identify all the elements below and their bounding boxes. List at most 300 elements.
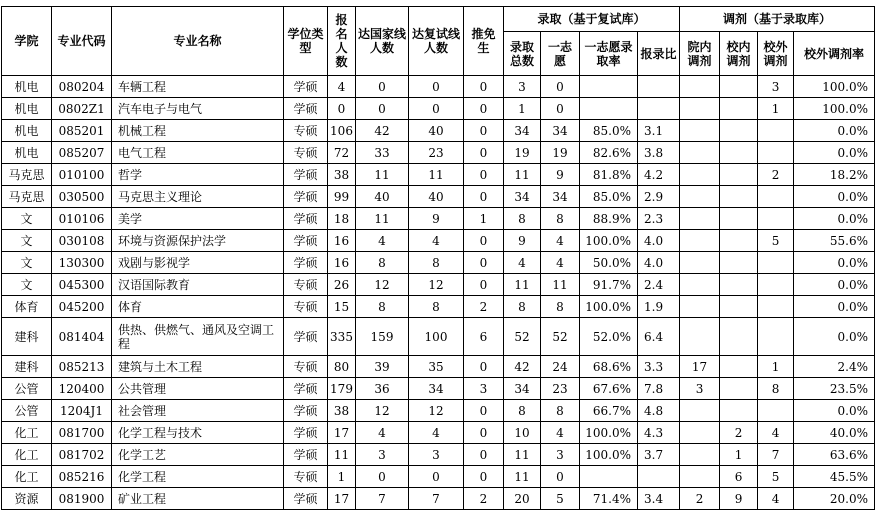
code-cell: 081702 (52, 444, 112, 466)
table-row (2, 208, 875, 230)
external-cell (758, 120, 794, 142)
first-choice-rate-cell: 85.0% (580, 186, 638, 208)
table-body (2, 76, 875, 510)
admitted-total-cell: 11 (504, 274, 541, 296)
retest-line-cell: 35 (409, 356, 464, 378)
national-line-cell: 40 (356, 186, 409, 208)
first-choice-rate-cell: 81.8% (580, 164, 638, 186)
first-choice-cell: 11 (541, 274, 580, 296)
admitted-total-cell: 3 (504, 76, 541, 98)
recommended-cell: 0 (464, 400, 504, 422)
college-cell: 公管 (2, 400, 52, 422)
admitted-total-cell: 11 (504, 164, 541, 186)
national-line-cell: 36 (356, 378, 409, 400)
first-choice-rate-cell: 50.0% (580, 252, 638, 274)
applicants-cell: 16 (328, 252, 356, 274)
intra-college-cell (680, 274, 720, 296)
national-line-cell: 0 (356, 98, 409, 120)
first-choice-rate-cell: 71.4% (580, 488, 638, 510)
code-cell: 080204 (52, 76, 112, 98)
code-cell: 085216 (52, 466, 112, 488)
applicants-cell: 80 (328, 356, 356, 378)
intra-college-cell (680, 186, 720, 208)
first-choice-cell: 0 (541, 466, 580, 488)
intra-school-cell: 6 (720, 466, 758, 488)
degree-cell: 专硕 (284, 274, 328, 296)
first-choice-cell: 52 (541, 318, 580, 356)
ratio-cell: 4.0 (638, 252, 680, 274)
retest-line-cell: 12 (409, 400, 464, 422)
external-rate-cell: 18.2% (794, 164, 875, 186)
code-cell: 030108 (52, 230, 112, 252)
degree-cell: 学硕 (284, 186, 328, 208)
first-choice-rate-cell (580, 76, 638, 98)
applicants-cell: 38 (328, 400, 356, 422)
major-cell: 公共管理 (112, 378, 284, 400)
intra-school-cell (720, 318, 758, 356)
major-cell: 车辆工程 (112, 76, 284, 98)
external-rate-cell: 40.0% (794, 422, 875, 444)
table-row (2, 378, 875, 400)
external-rate-cell: 0.0% (794, 142, 875, 164)
first-choice-rate-cell: 68.6% (580, 356, 638, 378)
first-choice-cell: 4 (541, 252, 580, 274)
national-line-cell: 0 (356, 76, 409, 98)
first-choice-cell: 19 (541, 142, 580, 164)
retest-line-cell: 3 (409, 444, 464, 466)
ratio-cell (638, 98, 680, 120)
code-cell: 085213 (52, 356, 112, 378)
intra-college-cell (680, 422, 720, 444)
external-rate-cell: 0.0% (794, 186, 875, 208)
intra-college-cell (680, 120, 720, 142)
applicants-cell: 17 (328, 422, 356, 444)
degree-cell: 学硕 (284, 252, 328, 274)
major-cell: 汽车电子与电气 (112, 98, 284, 120)
intra-college-cell (680, 208, 720, 230)
retest-line-cell: 7 (409, 488, 464, 510)
intra-college-cell: 2 (680, 488, 720, 510)
table-row (2, 356, 875, 378)
first-choice-cell: 0 (541, 98, 580, 120)
degree-cell: 专硕 (284, 296, 328, 318)
external-cell: 4 (758, 422, 794, 444)
table-row (2, 76, 875, 98)
degree-cell: 专硕 (284, 356, 328, 378)
recommended-cell: 0 (464, 98, 504, 120)
header-ratio: 报录比 (638, 32, 680, 76)
intra-school-cell (720, 142, 758, 164)
first-choice-rate-cell: 52.0% (580, 318, 638, 356)
external-rate-cell: 23.5% (794, 378, 875, 400)
external-cell (758, 296, 794, 318)
header-degree: 学位类型 (284, 7, 328, 76)
college-cell: 建科 (2, 356, 52, 378)
degree-cell: 学硕 (284, 76, 328, 98)
major-cell: 化学工程 (112, 466, 284, 488)
external-rate-cell: 45.5% (794, 466, 875, 488)
first-choice-cell: 3 (541, 444, 580, 466)
recommended-cell: 0 (464, 186, 504, 208)
major-cell: 马克思主义理论 (112, 186, 284, 208)
degree-cell: 学硕 (284, 164, 328, 186)
intra-school-cell: 9 (720, 488, 758, 510)
retest-line-cell: 4 (409, 230, 464, 252)
code-cell: 030500 (52, 186, 112, 208)
header-intra-school: 校内调剂 (720, 32, 758, 76)
ratio-cell: 3.8 (638, 142, 680, 164)
degree-cell: 专硕 (284, 466, 328, 488)
degree-cell: 学硕 (284, 488, 328, 510)
national-line-cell: 4 (356, 422, 409, 444)
ratio-cell (638, 76, 680, 98)
header-intra-college: 院内调剂 (680, 32, 720, 76)
intra-school-cell (720, 378, 758, 400)
code-cell: 045300 (52, 274, 112, 296)
code-cell: 130300 (52, 252, 112, 274)
code-cell: 085207 (52, 142, 112, 164)
code-cell: 1204J1 (52, 400, 112, 422)
national-line-cell: 11 (356, 208, 409, 230)
first-choice-rate-cell: 67.6% (580, 378, 638, 400)
ratio-cell: 4.0 (638, 230, 680, 252)
external-rate-cell: 100.0% (794, 76, 875, 98)
code-cell: 081404 (52, 318, 112, 356)
external-cell (758, 186, 794, 208)
admitted-total-cell: 42 (504, 356, 541, 378)
first-choice-rate-cell: 100.0% (580, 422, 638, 444)
recommended-cell: 0 (464, 444, 504, 466)
first-choice-cell: 34 (541, 186, 580, 208)
header-major: 专业名称 (112, 7, 284, 76)
intra-school-cell (720, 186, 758, 208)
national-line-cell: 11 (356, 164, 409, 186)
college-cell: 建科 (2, 318, 52, 356)
admitted-total-cell: 34 (504, 120, 541, 142)
ratio-cell: 3.4 (638, 488, 680, 510)
intra-college-cell (680, 76, 720, 98)
college-cell: 化工 (2, 422, 52, 444)
table-row (2, 444, 875, 466)
external-rate-cell: 0.0% (794, 318, 875, 356)
intra-college-cell (680, 400, 720, 422)
applicants-cell: 17 (328, 488, 356, 510)
national-line-cell: 0 (356, 466, 409, 488)
external-cell (758, 274, 794, 296)
college-cell: 公管 (2, 378, 52, 400)
national-line-cell: 8 (356, 252, 409, 274)
intra-college-cell (680, 98, 720, 120)
degree-cell: 学硕 (284, 318, 328, 356)
header-adjust-group: 调剂（基于录取库） (680, 7, 875, 32)
external-cell (758, 208, 794, 230)
first-choice-rate-cell (580, 98, 638, 120)
applicants-cell: 4 (328, 76, 356, 98)
major-cell: 矿业工程 (112, 488, 284, 510)
external-rate-cell: 55.6% (794, 230, 875, 252)
retest-line-cell: 34 (409, 378, 464, 400)
admitted-total-cell: 8 (504, 400, 541, 422)
national-line-cell: 12 (356, 274, 409, 296)
header-recommended: 推免生 (464, 7, 504, 76)
intra-college-cell (680, 230, 720, 252)
first-choice-cell: 23 (541, 378, 580, 400)
table-row (2, 252, 875, 274)
first-choice-rate-cell: 82.6% (580, 142, 638, 164)
recommended-cell: 0 (464, 274, 504, 296)
first-choice-rate-cell: 100.0% (580, 444, 638, 466)
external-cell: 5 (758, 466, 794, 488)
table-header (2, 7, 875, 76)
degree-cell: 学硕 (284, 422, 328, 444)
intra-school-cell: 2 (720, 422, 758, 444)
intra-college-cell (680, 444, 720, 466)
national-line-cell: 42 (356, 120, 409, 142)
recommended-cell: 2 (464, 296, 504, 318)
ratio-cell: 4.3 (638, 422, 680, 444)
external-cell (758, 252, 794, 274)
ratio-cell: 1.9 (638, 296, 680, 318)
intra-school-cell (720, 274, 758, 296)
major-cell: 体育 (112, 296, 284, 318)
header-code: 专业代码 (52, 7, 112, 76)
retest-line-cell: 23 (409, 142, 464, 164)
retest-line-cell: 40 (409, 120, 464, 142)
first-choice-cell: 8 (541, 208, 580, 230)
retest-line-cell: 8 (409, 296, 464, 318)
retest-line-cell: 12 (409, 274, 464, 296)
first-choice-rate-cell: 91.7% (580, 274, 638, 296)
intra-school-cell (720, 356, 758, 378)
ratio-cell: 2.3 (638, 208, 680, 230)
first-choice-cell: 34 (541, 120, 580, 142)
major-cell: 汉语国际教育 (112, 274, 284, 296)
header-applicants: 报名人数 (328, 7, 356, 76)
code-cell: 120400 (52, 378, 112, 400)
degree-cell: 学硕 (284, 208, 328, 230)
external-cell: 2 (758, 164, 794, 186)
table-row (2, 142, 875, 164)
first-choice-rate-cell (580, 466, 638, 488)
code-cell: 081700 (52, 422, 112, 444)
college-cell: 文 (2, 230, 52, 252)
ratio-cell: 7.8 (638, 378, 680, 400)
national-line-cell: 3 (356, 444, 409, 466)
admitted-total-cell: 8 (504, 296, 541, 318)
major-cell: 电气工程 (112, 142, 284, 164)
external-cell: 4 (758, 488, 794, 510)
recommended-cell: 0 (464, 422, 504, 444)
retest-line-cell: 9 (409, 208, 464, 230)
college-cell: 化工 (2, 444, 52, 466)
degree-cell: 学硕 (284, 400, 328, 422)
admitted-total-cell: 1 (504, 98, 541, 120)
intra-college-cell: 17 (680, 356, 720, 378)
college-cell: 体育 (2, 296, 52, 318)
first-choice-cell: 4 (541, 230, 580, 252)
recommended-cell: 0 (464, 356, 504, 378)
admitted-total-cell: 34 (504, 378, 541, 400)
external-cell (758, 400, 794, 422)
retest-line-cell: 0 (409, 466, 464, 488)
recommended-cell: 0 (464, 230, 504, 252)
major-cell: 美学 (112, 208, 284, 230)
intra-school-cell (720, 98, 758, 120)
intra-school-cell (720, 76, 758, 98)
national-line-cell: 33 (356, 142, 409, 164)
first-choice-rate-cell: 100.0% (580, 230, 638, 252)
intra-college-cell: 3 (680, 378, 720, 400)
table-row (2, 164, 875, 186)
applicants-cell: 0 (328, 98, 356, 120)
admitted-total-cell: 11 (504, 466, 541, 488)
external-rate-cell: 0.0% (794, 208, 875, 230)
college-cell: 机电 (2, 142, 52, 164)
table-row (2, 274, 875, 296)
table-row (2, 318, 875, 356)
intra-school-cell: 1 (720, 444, 758, 466)
external-cell: 1 (758, 356, 794, 378)
external-rate-cell: 2.4% (794, 356, 875, 378)
degree-cell: 专硕 (284, 120, 328, 142)
external-cell: 1 (758, 98, 794, 120)
college-cell: 资源 (2, 488, 52, 510)
first-choice-cell: 8 (541, 296, 580, 318)
national-line-cell: 39 (356, 356, 409, 378)
college-cell: 机电 (2, 76, 52, 98)
external-cell: 3 (758, 76, 794, 98)
code-cell: 081900 (52, 488, 112, 510)
national-line-cell: 12 (356, 400, 409, 422)
intra-college-cell (680, 142, 720, 164)
admitted-total-cell: 8 (504, 208, 541, 230)
table-row (2, 186, 875, 208)
applicants-cell: 1 (328, 466, 356, 488)
admitted-total-cell: 34 (504, 186, 541, 208)
intra-college-cell (680, 466, 720, 488)
external-cell: 5 (758, 230, 794, 252)
applicants-cell: 15 (328, 296, 356, 318)
college-cell: 文 (2, 274, 52, 296)
retest-line-cell: 4 (409, 422, 464, 444)
major-cell: 建筑与土木工程 (112, 356, 284, 378)
recommended-cell: 1 (464, 208, 504, 230)
applicants-cell: 26 (328, 274, 356, 296)
table-row (2, 400, 875, 422)
degree-cell: 专硕 (284, 142, 328, 164)
major-cell: 化学工艺 (112, 444, 284, 466)
external-rate-cell: 0.0% (794, 120, 875, 142)
first-choice-cell: 9 (541, 164, 580, 186)
college-cell: 机电 (2, 120, 52, 142)
header-first-choice: 一志愿 (541, 32, 580, 76)
ratio-cell: 3.1 (638, 120, 680, 142)
recommended-cell: 3 (464, 378, 504, 400)
external-cell (758, 142, 794, 164)
header-retest-line: 达复试线人数 (409, 7, 464, 76)
header-national-line: 达国家线人数 (356, 7, 409, 76)
admitted-total-cell: 19 (504, 142, 541, 164)
first-choice-rate-cell: 66.7% (580, 400, 638, 422)
intra-school-cell (720, 400, 758, 422)
retest-line-cell: 100 (409, 318, 464, 356)
intra-school-cell (720, 230, 758, 252)
first-choice-cell: 5 (541, 488, 580, 510)
external-rate-cell: 20.0% (794, 488, 875, 510)
admission-table (1, 6, 875, 510)
ratio-cell: 4.2 (638, 164, 680, 186)
code-cell: 045200 (52, 296, 112, 318)
applicants-cell: 16 (328, 230, 356, 252)
external-rate-cell: 100.0% (794, 98, 875, 120)
college-cell: 机电 (2, 98, 52, 120)
applicants-cell: 335 (328, 318, 356, 356)
recommended-cell: 6 (464, 318, 504, 356)
major-cell: 哲学 (112, 164, 284, 186)
intra-school-cell (720, 164, 758, 186)
national-line-cell: 159 (356, 318, 409, 356)
first-choice-cell: 0 (541, 76, 580, 98)
degree-cell: 学硕 (284, 98, 328, 120)
recommended-cell: 0 (464, 142, 504, 164)
recommended-cell: 0 (464, 252, 504, 274)
intra-college-cell (680, 252, 720, 274)
external-rate-cell: 0.0% (794, 400, 875, 422)
header-admission-group: 录取（基于复试库） (504, 7, 680, 32)
retest-line-cell: 40 (409, 186, 464, 208)
table-row (2, 230, 875, 252)
table-row (2, 422, 875, 444)
header-college: 学院 (2, 7, 52, 76)
first-choice-rate-cell: 85.0% (580, 120, 638, 142)
college-cell: 马克思 (2, 164, 52, 186)
degree-cell: 学硕 (284, 230, 328, 252)
first-choice-cell: 4 (541, 422, 580, 444)
admitted-total-cell: 4 (504, 252, 541, 274)
code-cell: 0802Z1 (52, 98, 112, 120)
ratio-cell: 3.3 (638, 356, 680, 378)
recommended-cell: 0 (464, 466, 504, 488)
intra-college-cell (680, 296, 720, 318)
college-cell: 文 (2, 208, 52, 230)
intra-school-cell (720, 252, 758, 274)
national-line-cell: 4 (356, 230, 409, 252)
external-rate-cell: 0.0% (794, 296, 875, 318)
table-row (2, 466, 875, 488)
ratio-cell: 4.8 (638, 400, 680, 422)
major-cell: 化学工程与技术 (112, 422, 284, 444)
code-cell: 085201 (52, 120, 112, 142)
national-line-cell: 7 (356, 488, 409, 510)
ratio-cell (638, 466, 680, 488)
retest-line-cell: 0 (409, 76, 464, 98)
table-row (2, 296, 875, 318)
admitted-total-cell: 10 (504, 422, 541, 444)
ratio-cell: 2.9 (638, 186, 680, 208)
recommended-cell: 2 (464, 488, 504, 510)
applicants-cell: 18 (328, 208, 356, 230)
degree-cell: 学硕 (284, 444, 328, 466)
major-cell: 环境与资源保护法学 (112, 230, 284, 252)
first-choice-cell: 8 (541, 400, 580, 422)
major-cell: 戏剧与影视学 (112, 252, 284, 274)
admitted-total-cell: 9 (504, 230, 541, 252)
intra-school-cell (720, 208, 758, 230)
external-cell: 7 (758, 444, 794, 466)
recommended-cell: 0 (464, 164, 504, 186)
applicants-cell: 106 (328, 120, 356, 142)
intra-school-cell (720, 120, 758, 142)
